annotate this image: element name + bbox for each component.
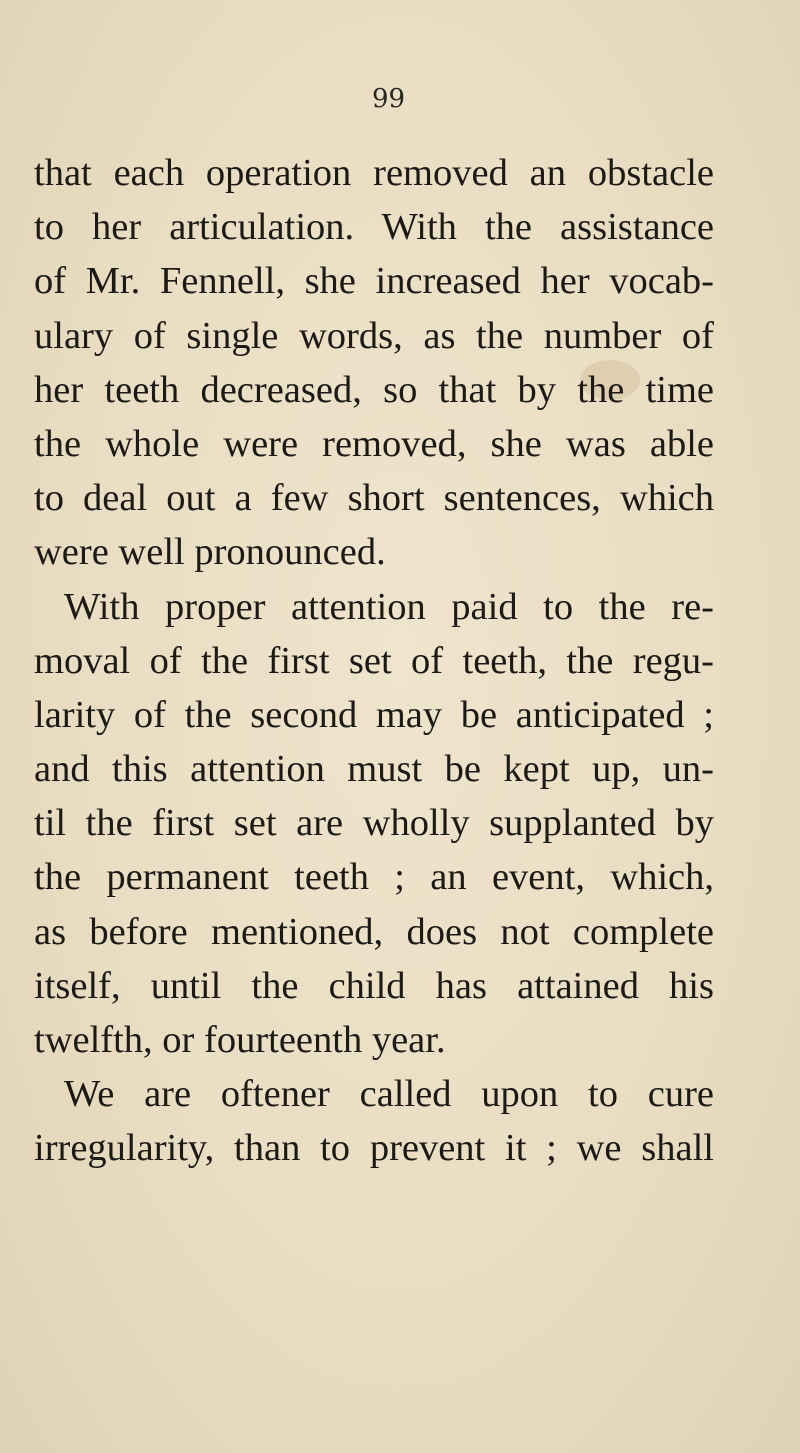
text-line: as before mentioned, does not complete xyxy=(34,910,714,953)
text-line: that each operation removed an obstacle xyxy=(34,152,714,194)
text-line: to deal out a few short sentences, which xyxy=(34,477,714,520)
text-line: We are oftener called upon to cure xyxy=(64,1073,714,1116)
text-line: moval of the first set of teeth, the regu- xyxy=(34,639,714,682)
page-body-text xyxy=(34,146,714,1176)
text-line: of Mr. Fennell, she increased her vocab- xyxy=(34,260,714,303)
text-line: larity of the second may be anticipated ; xyxy=(34,693,714,736)
text-line: til the first set are wholly supplanted by xyxy=(34,802,714,845)
text-line: irregularity, than to prevent it ; we shall xyxy=(34,1127,714,1170)
text-line: were well pronounced. xyxy=(34,531,386,574)
page-number: 99 xyxy=(372,84,406,114)
text-line: the whole were removed, she was able xyxy=(34,422,714,465)
text-line: her teeth decreased, so that by the time xyxy=(34,368,714,411)
text-line: to her articulation. With the assistance xyxy=(34,206,714,249)
text-line: With proper attention paid to the re- xyxy=(64,585,714,628)
text-line: the permanent teeth ; an event, which, xyxy=(34,856,714,899)
text-line: ulary of single words, as the number of xyxy=(34,314,714,357)
text-line: twelfth, or fourteenth year. xyxy=(34,1019,446,1061)
text-line: and this attention must be kept up, un- xyxy=(34,748,714,791)
text-line: itself, until the child has attained his xyxy=(34,964,714,1007)
